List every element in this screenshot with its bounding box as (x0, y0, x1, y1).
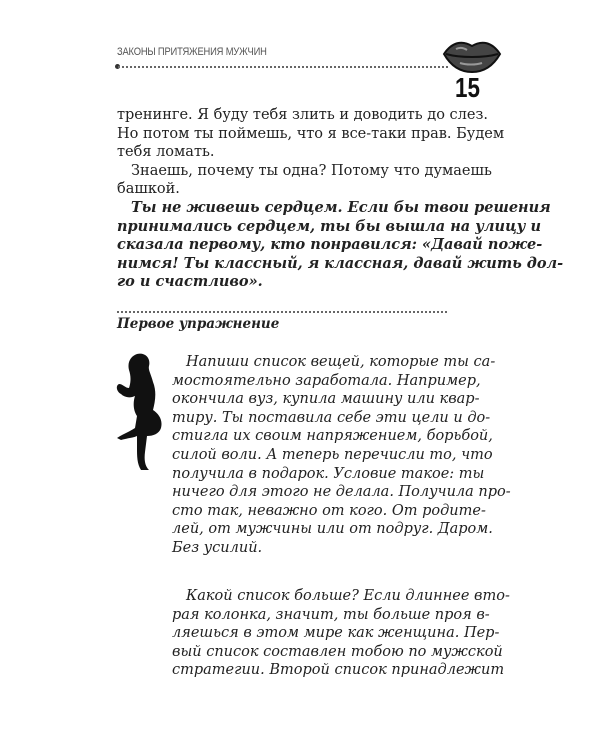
text-line: тренинге. Я буду тебя злить и доводить до слез. (117, 107, 488, 123)
text-line: мостоятельно заработала. Например, (172, 372, 481, 389)
text-line: го и счастливо». (117, 273, 263, 291)
section-rule (117, 311, 447, 313)
text-line: Какой список больше? Если длиннее вто- (186, 588, 510, 604)
header-rule (118, 66, 448, 68)
text-line: рая колонка, значит, ты больше проя в- (172, 606, 490, 623)
text-line: тиру. Ты поставила себе эти цели и до- (172, 409, 491, 426)
section-title: Первое упражнение (117, 316, 280, 332)
text-line: тебя ломать. (117, 144, 215, 161)
text-line: лей, от мужчины или от подруг. Даром. (172, 521, 493, 538)
text-line: Без усилий. (172, 539, 263, 556)
text-line: сто так, неважно от кого. От родите- (172, 502, 486, 519)
page-number: 15 (455, 72, 480, 103)
text-line: сказала первому, кто понравился: «Давай поже- (117, 236, 543, 254)
text-line: ляешься в этом мире как женщина. Пер- (172, 625, 500, 642)
lips-icon (442, 38, 502, 74)
text-line: силой воли. А теперь перечисли то, что (172, 446, 493, 463)
question-paragraph (172, 587, 510, 680)
text-line: Напиши список вещей, которые ты са- (186, 354, 496, 370)
text-line: принимались сердцем, ты бы вышла на улицу и (117, 217, 541, 235)
intro-paragraph (117, 106, 564, 292)
text-line: вый список составлен тобою по мужской (172, 643, 503, 660)
text-line: стратегии. Второй список принадлежит (172, 662, 505, 679)
text-line: получила в подарок. Условие такое: ты (172, 465, 485, 482)
text-line: Знаешь, почему ты одна? Потому что думаешь (131, 162, 492, 179)
text-line: ничего для этого не делала. Получила про- (172, 484, 511, 501)
text-line: стигла их своим напряжением, борьбой, (172, 428, 493, 445)
woman-silhouette-icon (115, 352, 167, 474)
text-line: окончила вуз, купила машину или квар- (172, 391, 480, 408)
exercise-paragraph (172, 353, 511, 558)
text-line: Но потом ты поймешь, что я все-таки прав. Будем (117, 125, 505, 142)
text-line: Ты не живешь сердцем. Если бы твои решения (131, 198, 551, 216)
text-line: башкой. (117, 181, 180, 198)
text-line: нимся! Ты классный, я классная, давай жить дол- (117, 254, 564, 272)
running-title: ЗАКОНЫ ПРИТЯЖЕНИЯ МУЖЧИН (117, 46, 267, 58)
